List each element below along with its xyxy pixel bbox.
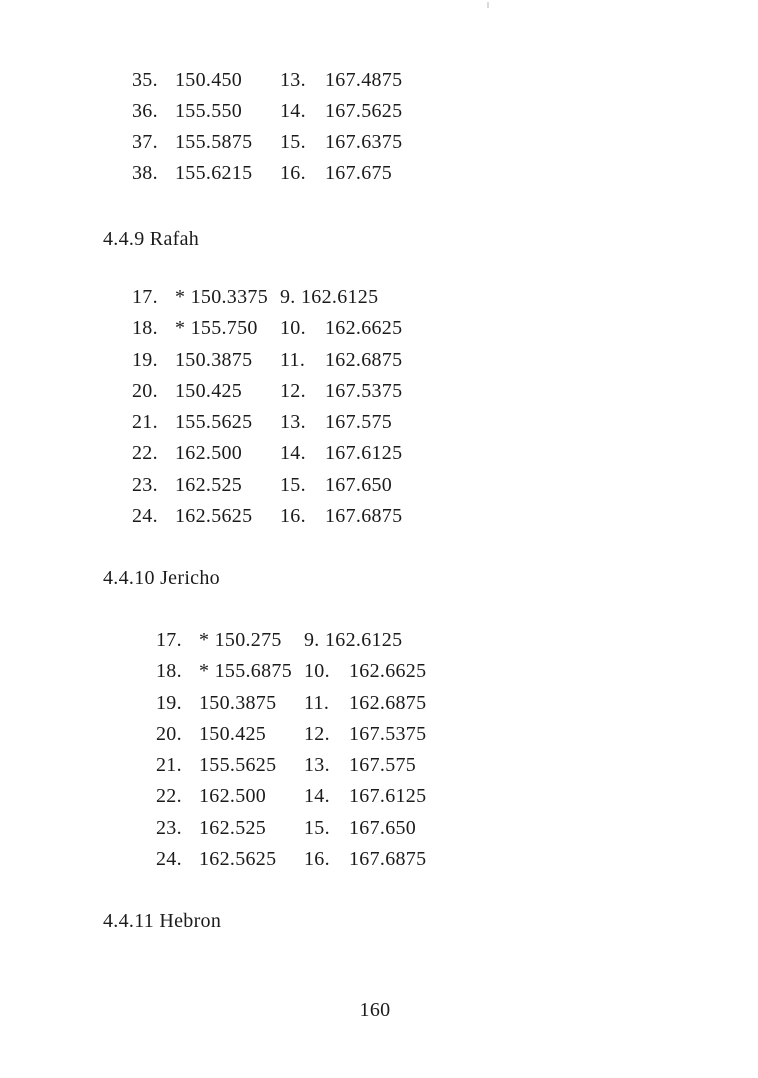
frequency-row [132, 127, 402, 158]
frequency-value: 162.6125 [301, 286, 379, 308]
section-heading-hebron: 4.4.11 Hebron [103, 910, 222, 932]
item-number: 18. [156, 660, 182, 683]
frequency-value: 162.5625 [199, 848, 277, 871]
item-number: 19. [132, 348, 158, 371]
item-number: 22. [156, 785, 182, 808]
frequency-value: 162.6875 [325, 348, 403, 371]
frequency-row [156, 844, 426, 875]
item-number: 20. [132, 379, 158, 402]
scan-artifact-mark [487, 2, 489, 8]
item-number: 12. [304, 722, 330, 745]
frequency-row [132, 376, 402, 407]
item-number: 38. [132, 162, 158, 184]
item-number: 9. [280, 286, 296, 308]
frequency-value: 167.6125 [325, 442, 403, 465]
frequency-value: 162.6125 [325, 629, 403, 651]
frequency-value: 150.3875 [199, 691, 277, 714]
item-number: 22. [132, 442, 158, 465]
item-number: 11. [280, 348, 306, 371]
item-number: 18. [132, 317, 158, 340]
item-number: 13. [304, 754, 330, 777]
item-number: 24. [156, 848, 182, 871]
frequency-list-continuation [132, 65, 402, 189]
frequency-value: 167.650 [325, 473, 393, 496]
item-number: 36. [132, 100, 158, 122]
frequency-row [156, 719, 426, 750]
frequency-row [132, 313, 402, 344]
frequency-list-jericho [156, 625, 426, 875]
page-number: 160 [359, 999, 391, 1021]
frequency-value: 155.6215 [175, 162, 253, 184]
frequency-value: 150.3875 [175, 348, 253, 371]
frequency-value: 162.6625 [325, 317, 403, 340]
item-number: 11. [304, 691, 330, 714]
frequency-row [132, 501, 402, 532]
item-number: 15. [280, 131, 306, 153]
item-number: 15. [304, 816, 330, 839]
frequency-value: * 150.3375 [175, 286, 268, 308]
frequency-value: 167.6375 [325, 131, 403, 153]
frequency-row [132, 282, 402, 313]
frequency-value: 162.5625 [175, 505, 253, 528]
frequency-row [132, 438, 402, 469]
frequency-row [132, 345, 402, 376]
item-number: 35. [132, 69, 158, 91]
frequency-row [132, 65, 402, 96]
frequency-value: 167.4875 [325, 69, 403, 91]
frequency-value: 155.5625 [175, 411, 253, 434]
item-number: 14. [280, 100, 306, 122]
frequency-value: 162.6875 [349, 691, 427, 714]
item-number: 17. [132, 286, 158, 308]
frequency-value: * 155.6875 [199, 660, 292, 683]
frequency-value: 167.650 [349, 816, 417, 839]
frequency-value: 162.500 [175, 442, 243, 465]
frequency-value: 167.675 [325, 162, 393, 184]
frequency-row [132, 158, 402, 189]
frequency-value: 150.450 [175, 69, 243, 91]
item-number: 16. [304, 848, 330, 871]
item-number: 10. [304, 660, 330, 683]
frequency-value: 162.525 [199, 816, 267, 839]
item-number: 24. [132, 505, 158, 528]
item-number: 19. [156, 691, 182, 714]
section-heading-rafah: 4.4.9 Rafah [103, 228, 200, 250]
frequency-value: 162.500 [199, 785, 267, 808]
item-number: 16. [280, 505, 306, 528]
frequency-value: 150.425 [175, 379, 243, 402]
item-number: 37. [132, 131, 158, 153]
frequency-value: 150.425 [199, 722, 267, 745]
frequency-value: 162.6625 [349, 660, 427, 683]
frequency-row [132, 96, 402, 127]
frequency-value: 155.5625 [199, 754, 277, 777]
frequency-value: 167.5375 [325, 379, 403, 402]
item-number: 13. [280, 411, 306, 434]
item-number: 23. [156, 816, 182, 839]
item-number: 9. [304, 629, 320, 651]
item-number: 14. [280, 442, 306, 465]
frequency-row [156, 625, 426, 656]
frequency-value: * 150.275 [199, 629, 282, 651]
item-number: 16. [280, 162, 306, 184]
item-number: 21. [156, 754, 182, 777]
frequency-value: 155.550 [175, 100, 243, 122]
frequency-value: 167.5625 [325, 100, 403, 122]
frequency-value: 167.5375 [349, 722, 427, 745]
frequency-value: 167.575 [349, 754, 417, 777]
item-number: 15. [280, 473, 306, 496]
item-number: 14. [304, 785, 330, 808]
item-number: 17. [156, 629, 182, 651]
frequency-row [156, 656, 426, 687]
frequency-row [156, 781, 426, 812]
frequency-row [156, 813, 426, 844]
frequency-list-rafah [132, 282, 402, 532]
item-number: 12. [280, 379, 306, 402]
frequency-row [132, 470, 402, 501]
section-heading-jericho: 4.4.10 Jericho [103, 567, 220, 589]
frequency-value: 162.525 [175, 473, 243, 496]
item-number: 13. [280, 69, 306, 91]
frequency-value: 155.5875 [175, 131, 253, 153]
frequency-row [132, 407, 402, 438]
frequency-value: 167.6875 [349, 848, 427, 871]
frequency-row [156, 688, 426, 719]
frequency-value: 167.6125 [349, 785, 427, 808]
item-number: 23. [132, 473, 158, 496]
frequency-row [156, 750, 426, 781]
item-number: 20. [156, 722, 182, 745]
item-number: 21. [132, 411, 158, 434]
frequency-value: 167.6875 [325, 505, 403, 528]
frequency-value: * 155.750 [175, 317, 258, 340]
frequency-value: 167.575 [325, 411, 393, 434]
item-number: 10. [280, 317, 306, 340]
